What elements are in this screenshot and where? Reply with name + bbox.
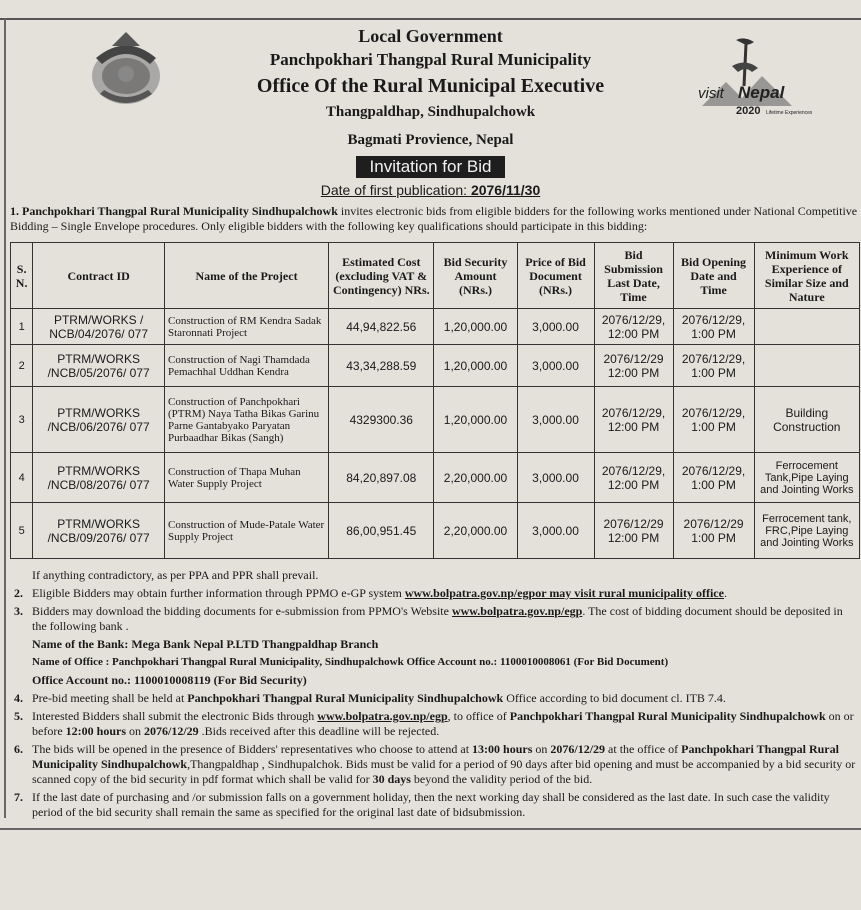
note-number: 6. — [14, 742, 23, 756]
opening-cell: 2076/12/29, 1:00 PM — [673, 387, 754, 453]
sn-cell: 2 — [11, 345, 33, 387]
office-account: Office Account no.: 1100010008119 (For Bid Security) — [32, 673, 307, 687]
bank-name: Name of the Bank: Mega Bank Nepal P.LTD Thangpaldhap Branch — [32, 637, 379, 651]
header-cell: Contract ID — [33, 243, 165, 309]
office-name: Name of Office : Panchpokhari Thangpal Rural Municipality, Sindhupalchowk Office Account no.: 1100010008061 (For Bid Document) — [32, 656, 669, 668]
contract-id-cell: PTRM/WORKS /NCB/05/2076/ 077 — [33, 345, 165, 387]
publication-date-value: 2076/11/30 — [470, 182, 541, 198]
intro-paragraph — [10, 204, 861, 234]
note-text: at the office of — [605, 742, 682, 756]
submission-cell: 2076/12/29, 12:00 PM — [594, 453, 673, 503]
opening-cell: 2076/12/29, 1:00 PM — [673, 453, 754, 503]
bottom-border — [0, 828, 861, 830]
header-cell: Estimated Cost (excluding VAT & Contingency) NRs. — [329, 243, 434, 309]
note-text: on or before — [32, 709, 854, 738]
table-row — [11, 387, 860, 453]
header-cell: Minimum Work Experience of Similar Size and Nature — [754, 243, 859, 309]
note-number: 7. — [14, 790, 23, 804]
table-row — [11, 503, 860, 559]
notice-header — [0, 24, 861, 198]
note-text: . The cost of bidding document should be deposited in the following bank . — [32, 604, 843, 633]
note-bold: Panchpokhari Thangpal Rural Municipality Sindhupalchowk — [187, 691, 504, 705]
note-text: .Bids received after this deadline will be rejected. — [198, 724, 440, 738]
note-bold: 2076/12/29 — [144, 724, 199, 738]
security-cell: 2,20,000.00 — [434, 453, 517, 503]
intro-number: 1. — [10, 204, 19, 218]
province-name: Bagmati Provience, Nepal — [347, 132, 514, 148]
cost-cell: 43,34,288.59 — [329, 345, 434, 387]
contract-id-cell: PTRM/WORKS /NCB/08/2076/ 077 — [33, 453, 165, 503]
table-row — [11, 453, 860, 503]
top-border — [0, 18, 861, 20]
note-3 — [14, 604, 859, 634]
notes-section — [14, 568, 859, 823]
note-text: The bids will be opened in the presence of Bidders' representatives who choose to attend at — [32, 742, 473, 756]
experience-cell — [754, 345, 859, 387]
cost-cell: 84,20,897.08 — [329, 453, 434, 503]
egp-link[interactable]: www.bolpatra.gov.np/egp — [317, 709, 448, 723]
sn-cell: 5 — [11, 503, 33, 559]
note-text: ,Thangpaldhap , Sindhupalchok. Bids must be valid for a period of 90 days after bid opening and must be accompanied by a bid security or scanned copy of the bid security in pdf format which shall be valid for — [32, 757, 856, 786]
submission-cell: 2076/12/29, 12:00 PM — [594, 387, 673, 453]
note-bold: Panchpokhari Thangpal Rural Municipality Sindhupalchowk — [509, 709, 826, 723]
note-7 — [14, 790, 859, 820]
price-cell: 3,000.00 — [517, 309, 594, 345]
note-number: 3. — [14, 604, 23, 618]
experience-cell: Ferrocement Tank,Pipe Laying and Jointing Works — [754, 453, 859, 503]
security-cell: 1,20,000.00 — [434, 387, 517, 453]
note-2 — [14, 586, 859, 601]
submission-cell: 2076/12/29, 12:00 PM — [594, 309, 673, 345]
price-cell: 3,000.00 — [517, 503, 594, 559]
header-cell: Price of Bid Document (NRs.) — [517, 243, 594, 309]
note-4 — [14, 691, 859, 706]
note-bold: 12:00 hours — [65, 724, 126, 738]
security-cell: 2,20,000.00 — [434, 503, 517, 559]
publication-date — [0, 182, 861, 198]
note-bold: Panchpokhari Thangpal Rural Municipality Sindhupalchowk — [32, 742, 839, 771]
project-name-cell: Construction of Nagi Thamdada Pemachhal Uddhan Kendra — [164, 345, 328, 387]
visit-text: visit — [698, 85, 724, 102]
experience-cell — [754, 309, 859, 345]
table-row — [11, 345, 860, 387]
note-bold: 2076/12/29 — [550, 742, 606, 756]
cost-cell: 86,00,951.45 — [329, 503, 434, 559]
egp-link[interactable]: www.bolpatra.gov.np/egp — [451, 604, 583, 618]
nepal-text: Nepal — [738, 83, 785, 102]
submission-cell: 2076/12/29 12:00 PM — [594, 503, 673, 559]
note-text: , to office of — [447, 709, 510, 723]
note-number: 2. — [14, 586, 23, 600]
submission-cell: 2076/12/29 12:00 PM — [594, 345, 673, 387]
project-name-cell: Construction of Mude-Patale Water Supply Project — [164, 503, 328, 559]
cost-cell: 4329300.36 — [329, 387, 434, 453]
contract-id-cell: PTRM/WORKS /NCB/06/2076/ 077 — [33, 387, 165, 453]
sn-cell: 1 — [11, 309, 33, 345]
note-bold: 13:00 hours — [472, 742, 533, 756]
note-6 — [14, 742, 859, 787]
note-text: Pre-bid meeting shall be held at — [32, 691, 188, 705]
project-name-cell: Construction of RM Kendra Sadak Staronnati Project — [164, 309, 328, 345]
note-text: . — [723, 586, 727, 600]
cost-cell: 44,94,822.56 — [329, 309, 434, 345]
note-text: Interested Bidders shall submit the electronic Bids through — [32, 709, 318, 723]
intro-text: invites electronic bids from eligible bidders for the following works mentioned under National Competitive Bidding – Single Envelope procedures. Only eligible bidders with the following key qualifications should participate in this bidding: — [10, 204, 858, 233]
sn-cell: 4 — [11, 453, 33, 503]
header-cell: Bid Opening Date and Time — [673, 243, 754, 309]
bid-table — [10, 242, 860, 559]
experience-cell: Building Construction — [754, 387, 859, 453]
header-cell: Name of the Project — [164, 243, 328, 309]
security-cell: 1,20,000.00 — [434, 309, 517, 345]
note-text: Eligible Bidders may obtain further information through PPMO e-GP system — [32, 586, 405, 600]
publication-label: Date of first publication: — [320, 182, 471, 198]
header-cell: Bid Submission Last Date, Time — [594, 243, 673, 309]
project-name-cell: Construction of Panchpokhari (PTRM) Naya Tatha Bikas Garinu Parne Gantabyako Paryatan Purbaadhar Bikas (Sangh) — [164, 387, 328, 453]
opening-cell: 2076/12/29, 1:00 PM — [673, 345, 754, 387]
office-title: Office Of the Rural Municipal Executive — [256, 75, 605, 97]
security-cell: 1,20,000.00 — [434, 345, 517, 387]
note-text: beyond the validity period of the bid. — [410, 772, 593, 786]
note-text: Bidders may download the bidding documents for e-submission from PPMO's Website — [32, 604, 452, 618]
year-text: 2020 — [736, 105, 761, 117]
note-bold: 30 days — [372, 772, 411, 786]
egp-link[interactable]: www.bolpatra.gov.np/egpor may visit rural municipality office — [404, 586, 724, 600]
tag-text: Lifetime Experiences — [766, 110, 812, 116]
contract-id-cell: PTRM/WORKS / NCB/04/2076/ 077 — [33, 309, 165, 345]
note-number: 4. — [14, 691, 23, 705]
price-cell: 3,000.00 — [517, 453, 594, 503]
sn-cell: 3 — [11, 387, 33, 453]
note-text: on — [532, 742, 551, 756]
contradiction-note: If anything contradictory, as per PPA and PPR shall prevail. — [32, 568, 319, 582]
price-cell: 3,000.00 — [517, 387, 594, 453]
note-text: on — [126, 724, 144, 738]
note-text: If the last date of purchasing and /or submission falls on a government holiday, then the next working day shall be considered as the last date. In such case the validity period of the bid security shall remain the same as specified for the original last date of bidsubmission. — [32, 790, 830, 819]
table-row — [11, 309, 860, 345]
note-text: Office according to bid document cl. ITB 7.4. — [503, 691, 726, 705]
opening-cell: 2076/12/29 1:00 PM — [673, 503, 754, 559]
table-header-row — [11, 243, 860, 309]
intro-bold: Panchpokhari Thangpal Rural Municipality Sindhupalchowk — [22, 204, 338, 218]
invitation-banner: Invitation for Bid — [356, 156, 506, 178]
local-government-title: Local Government — [358, 26, 503, 46]
municipality-name: Panchpokhari Thangpal Rural Municipality — [269, 50, 592, 69]
opening-cell: 2076/12/29, 1:00 PM — [673, 309, 754, 345]
contract-id-cell: PTRM/WORKS /NCB/09/2076/ 077 — [33, 503, 165, 559]
project-name-cell: Construction of Thapa Muhan Water Supply Project — [164, 453, 328, 503]
header-cell: S. N. — [11, 243, 33, 309]
price-cell: 3,000.00 — [517, 345, 594, 387]
header-cell: Bid Security Amount (NRs.) — [434, 243, 517, 309]
note-5 — [14, 709, 859, 739]
experience-cell: Ferrocement tank, FRC,Pipe Laying and Jointing Works — [754, 503, 859, 559]
office-location: Thangpaldhap, Sindhupalchowk — [325, 104, 536, 120]
note-number: 5. — [14, 709, 23, 723]
